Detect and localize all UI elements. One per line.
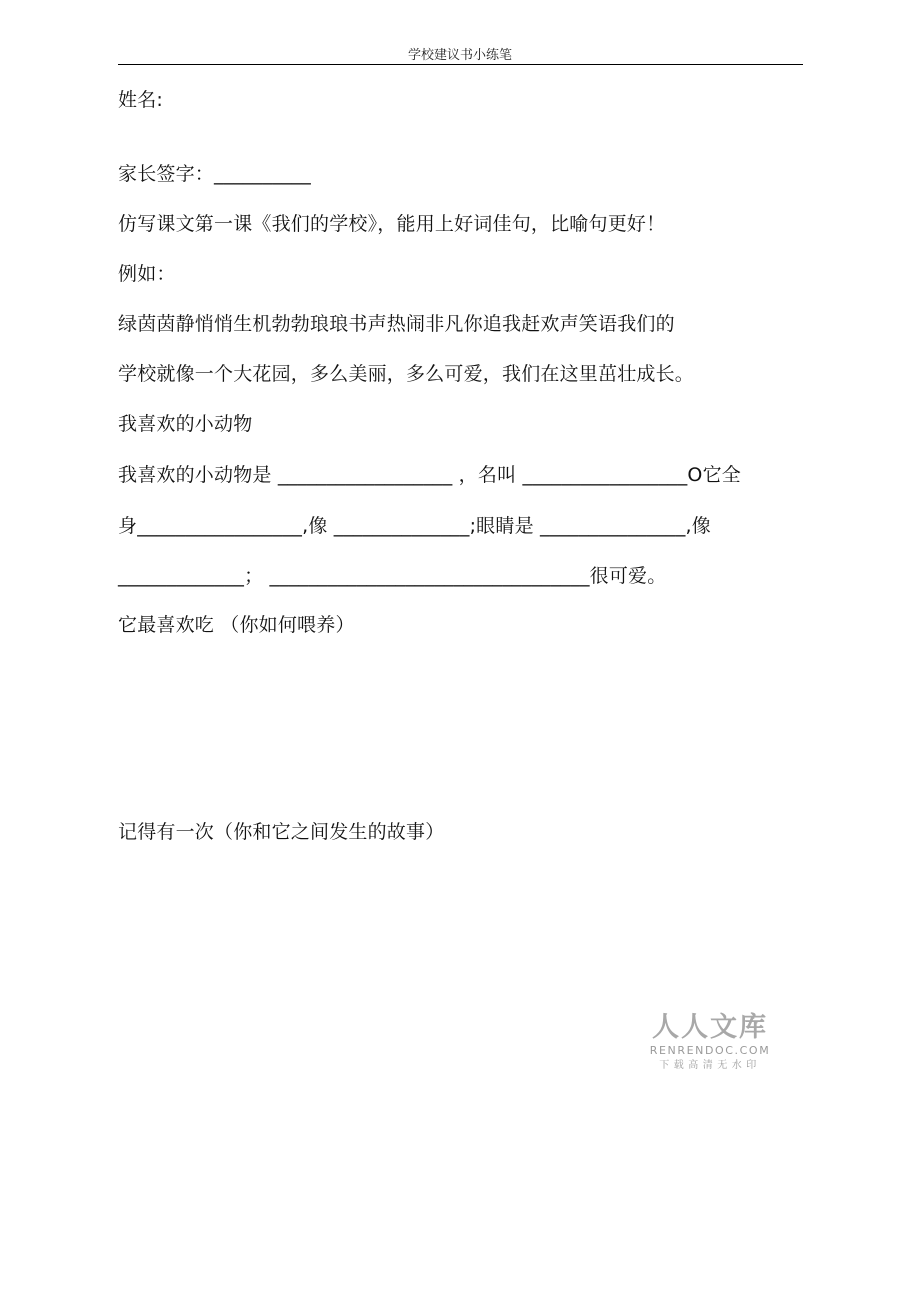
exercise-instruction: 仿写课文第一课《我们的学校》，能用上好词佳句，比喻句更好！ xyxy=(118,213,666,235)
watermark-brand: 人人文库 xyxy=(652,1012,768,1043)
example-label: 例如： xyxy=(118,263,176,285)
example-text-line-1: 绿茵茵静悄悄生机勃勃琅琅书声热闹非凡你追我赶欢声笑语我们的 xyxy=(118,313,675,335)
watermark-logo xyxy=(645,1012,775,1074)
name-label: 姓名: xyxy=(118,89,164,111)
fill-in-line-3: _____________； _________________________________很可爱。 xyxy=(118,565,667,587)
fill-in-line-1: 我喜欢的小动物是 __________________ ，名叫 _________________O它全 xyxy=(118,464,741,486)
watermark-slogan: 下载高清无水印 xyxy=(659,1060,761,1071)
parent-signature-field: 家长签字：__________ xyxy=(118,163,312,185)
food-prompt: 它最喜欢吃 （你如何喂养） xyxy=(118,614,355,636)
header-divider xyxy=(118,64,803,65)
story-prompt: 记得有一次（你和它之间发生的故事） xyxy=(118,821,445,843)
header-title: 学校建议书小练笔 xyxy=(407,48,512,63)
fill-in-line-2: 身_________________,像 ______________;眼睛是 _______________,像 xyxy=(118,515,711,537)
watermark-domain: RENRENDOC.COM xyxy=(649,1044,771,1057)
example-text-line-2: 学校就像一个大花园，多么美丽，多么可爱，我们在这里茁壮成长。 xyxy=(118,363,695,385)
section-title: 我喜欢的小动物 xyxy=(118,413,253,435)
